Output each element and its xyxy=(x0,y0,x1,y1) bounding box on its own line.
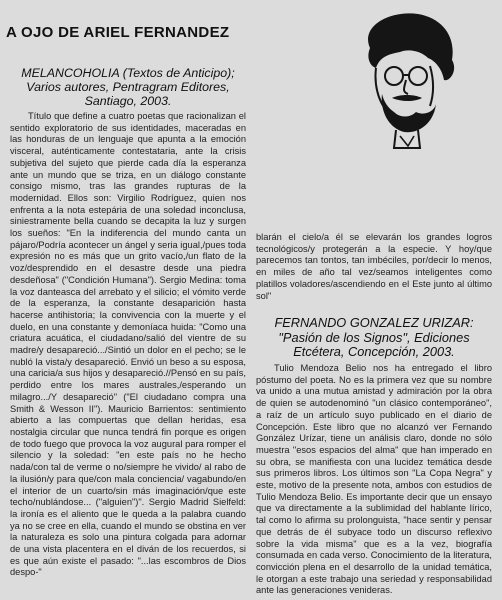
review-heading-gonzalez-urizar: FERNANDO GONZALEZ URIZAR: "Pasión de los Signos", Ediciones Etcétera, Concepción, 2003. xyxy=(274,315,474,360)
review-body-melancoholia: Título que define a cuatro poetas que racionalizan el sentido exploratorio de sus identidades, maceradas en las honduras de un lenguaje que apunta a la emoción visceral, auténticamente contestataria, ante la crisis subjetiva del sujeto que pierde cada día la esperanza ante un mundo que se triza, en un diálogo constante consigo mismo, tras las grandes rupturas de la modernidad. Ellos son: Virgilio Rodríguez, quien nos enfrenta a la nota estepária de una soledad inconclusa, siniestramente bella cuando se decapita la luz y surgen los sueños: "En la indiferencia del mundo canta un pájaro/Podría acontecer un ángel y seria igual,/pues toda expresión no es más que un grito vacío,/un flato de la voz/desprendido en el desastre desde una piedra desdeñosa" ("Condición Humana"). Sergio Medina: toma la voz danteasca del arrebato y el silicio; el vómito verde de la esperanza, la constante desaparición hasta hacerse antihistoria; la convivencia con la muerte y el duelo, en una constante y demoníaca huida: "Como una criatura acuática, el ciudadano/salió del vientre de su madre/y desapareció.../Sintió un dolor en el pecho; se le nubló la vista/y desapareció. Envió un beso a su esposa, una caricia/a sus hijos y desapareció.//Pensó en su país, perdido entre los mares australes,/esperando un milagro.../Y desapareció" ("El ciudadano compra una Smith & Wesson II"). Mauricio Barrientos: sentimiento abierto a las compuertas que dellan heridas, esa nostalgia circular que nunca tendrá fin porque es origen de todo fuego que provoca la voz augural para romper el silencio y la soledad: "en este país no he hecho nada/con tal de verme o no/siempre he vivido/ al rabo de la ilusión/y para que/con mala conciencia/ vagabundo/en el interior de un cuarto/sin más imaginación/que este techo/nublándose... ("alguien")". Sergio Madrid Sielfeld: la ironía es el aliento que le queda a la palabra cuando ya no se cree en ella, cuando el mundo se obstina en ver la naturaleza es solo una pintura colgada para adornar de una vista placentera en el diván de los recuerdos, si es que aún existe el pasado: "...las escombros de Dios despo-" xyxy=(10,111,246,578)
left-column xyxy=(10,66,246,579)
review-body-melancoholia-continued: blarán el cielo/a él se elevarán los grandes logros tecnológicos/y protegerán a la especie. Y hoy/que parecemos tan tontos, tan imbéciles, por/decir lo menos, en miles de año tal vez/seamos inteligentes como platillos voladores/ascendiendo en el Este junto al último sol" xyxy=(256,232,492,301)
right-column xyxy=(256,232,492,597)
review-heading-melancoholia: MELANCOHOLIA (Textos de Anticipo); Varios autores, Pentragram Editores, Santiago, 2003. xyxy=(21,66,235,108)
review-body-gonzalez-urizar: Tulio Mendoza Belio nos ha entregado el libro póstumo del poeta. No es la primera vez que su nombre va unido a una mutua amistad y admiración por la obra de quien se autodenominó "un clásico contemporáneo", a raíz de un artículo suyo publicado en el diario de Concepción. Este libro que no alcanzó ver Fernando González Urízar, tiene un análisis claro, donde no sólo muestra "esos espacios del alma" que han imperado en su obra, se manifiesta con una lucidez temática desde sus primeros libros. Los últimos son "La Copa Negra" y este, motivo de la presente nota, ambos con estudios de Tulio Mendoza Belio. Es importante decir que un ensayo que va directamente a la sublimidad del hablante lírico, tal como lo afirma su prolonguista, "hace sentir y pensar que detrás de él subyace todo un discurso reflexivo sobre la vida misma" que es a la vez, biografía consumada en cada verso. Conocimiento de la literatura, convicción plena en el desarrollo de la unidad temática, le otorgan a este trabajo una seriedad y responsabilidad ante las generaciones venideras. xyxy=(256,363,492,596)
author-portrait-caricature-icon xyxy=(330,8,462,150)
column-title: A OJO DE ARIEL FERNANDEZ xyxy=(6,24,230,41)
